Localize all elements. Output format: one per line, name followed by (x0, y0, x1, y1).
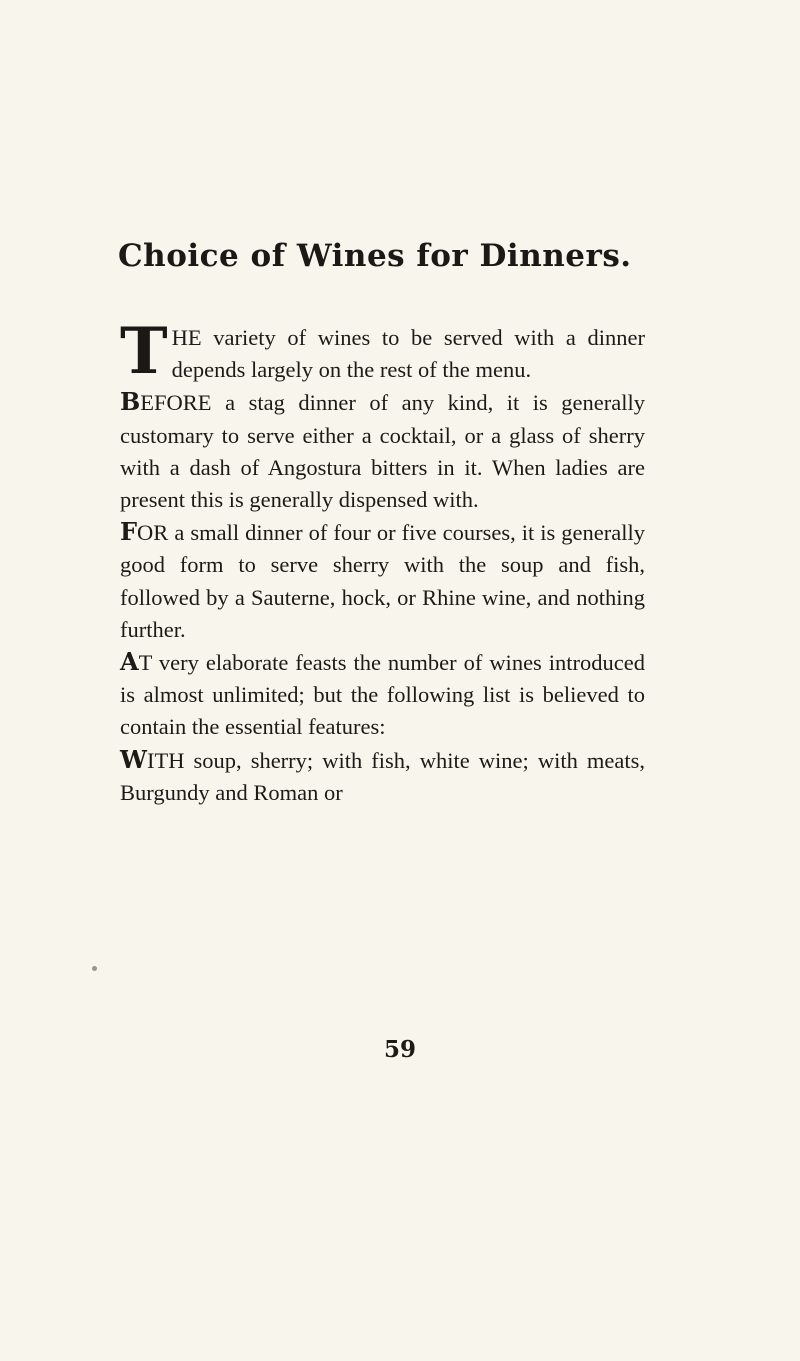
paragraph-5 (120, 744, 645, 809)
paragraph-text: EFORE a stag dinner of any kind, it is generally customary to serve either a cocktail, or a glass of sherry with a dash of Angostura bitters in it. When ladies are present this is generally dispensed with. (120, 390, 645, 513)
paragraph-text: HE variety of wines to be served with a dinner depends largely on the rest of the menu. (171, 325, 645, 383)
chapter-title: Choice of Wines for Dinners. (118, 238, 632, 274)
paragraph-2 (120, 386, 645, 516)
paragraph-text: T very elaborate feasts the number of wines introduced is almost unlimited; but the following list is believed to contain the essential features: (120, 650, 645, 740)
initial-letter: W (120, 744, 147, 774)
printer-mark (92, 966, 97, 971)
page-number: 59 (383, 1036, 416, 1063)
body-text (120, 314, 645, 809)
paragraph-text: ITH soup, sherry; with fish, white wine; with meats, Burgundy and Roman or (120, 747, 645, 805)
drop-cap: T (120, 314, 168, 389)
initial-letter: F (120, 517, 138, 547)
paragraph-4 (120, 646, 645, 744)
initial-letter: A (120, 647, 139, 677)
paragraph-1 (120, 314, 645, 389)
initial-letter: B (120, 387, 141, 417)
paragraph-text: OR a small dinner of four or five courses, it is generally good form to serve sherry with the soup and fish, followed by a Sauterne, hock, or Rhine wine, and nothing further. (120, 520, 645, 642)
paragraph-3 (120, 516, 645, 646)
